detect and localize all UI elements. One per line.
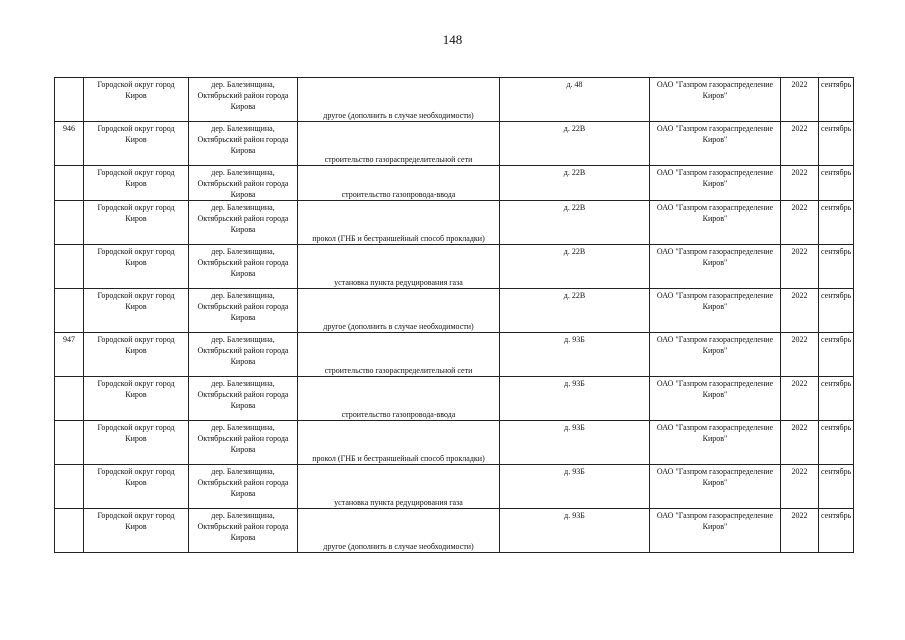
work-type-cell xyxy=(298,201,500,245)
organization-cell-text: ОАО "Газпром газораспределение Киров" xyxy=(656,168,774,188)
settlement-cell-text: дер. Балезинщина, Октябрьский район города Кирова xyxy=(197,168,289,199)
year-cell xyxy=(781,421,819,465)
month-cell xyxy=(819,245,854,289)
month-cell-text: сентябрь xyxy=(821,124,852,133)
month-cell-text: сентябрь xyxy=(821,467,852,476)
organization-cell xyxy=(650,245,781,289)
house-number-cell xyxy=(500,78,650,122)
settlement-cell-text: дер. Балезинщина, Октябрьский район города Кирова xyxy=(197,80,289,111)
month-cell xyxy=(819,333,854,377)
year-cell-text: 2022 xyxy=(791,379,808,388)
municipal-okrug-cell xyxy=(84,465,189,509)
house-number-cell xyxy=(500,377,650,421)
month-cell xyxy=(819,122,854,166)
settlement-cell-text: дер. Балезинщина, Октябрьский район города Кирова xyxy=(197,291,289,322)
municipal-okrug-cell-text: Городской округ город Киров xyxy=(97,511,175,531)
row-number xyxy=(55,333,84,377)
month-cell-text: сентябрь xyxy=(821,247,852,256)
house-number-cell-text: д. 22В xyxy=(563,247,586,256)
month-cell xyxy=(819,166,854,201)
year-cell-text: 2022 xyxy=(791,291,808,300)
settlement-cell xyxy=(189,166,298,201)
year-cell xyxy=(781,333,819,377)
municipal-okrug-cell-text: Городской округ город Киров xyxy=(97,423,175,443)
work-type-cell-text: строительство газораспределительной сети xyxy=(324,366,473,375)
month-cell xyxy=(819,377,854,421)
month-cell-text: сентябрь xyxy=(821,379,852,388)
organization-cell-text: ОАО "Газпром газораспределение Киров" xyxy=(656,203,774,223)
page-number: 148 xyxy=(442,32,463,47)
year-cell-text: 2022 xyxy=(791,80,808,89)
house-number-cell-text: д. 93Б xyxy=(564,335,585,344)
row-number-text: 946 xyxy=(63,124,75,133)
house-number-cell-text: д. 22В xyxy=(563,291,586,300)
house-number-cell xyxy=(500,289,650,333)
work-type-cell xyxy=(298,122,500,166)
table-row xyxy=(55,245,854,289)
register-table xyxy=(54,77,854,553)
table-row xyxy=(55,122,854,166)
work-type-cell-text: установка пункта редуцирования газа xyxy=(334,278,463,287)
month-cell-text: сентябрь xyxy=(821,335,852,344)
month-cell-text: сентябрь xyxy=(821,423,852,432)
municipal-okrug-cell xyxy=(84,289,189,333)
organization-cell-text: ОАО "Газпром газораспределение Киров" xyxy=(656,124,774,144)
work-type-cell-text: прокол (ГНБ и бестраншейный способ прокладки) xyxy=(312,234,485,243)
organization-cell xyxy=(650,122,781,166)
row-number xyxy=(55,201,84,245)
year-cell-text: 2022 xyxy=(791,511,808,520)
table-row xyxy=(55,421,854,465)
year-cell-text: 2022 xyxy=(791,124,808,133)
settlement-cell-text: дер. Балезинщина, Октябрьский район города Кирова xyxy=(197,467,289,498)
house-number-cell xyxy=(500,421,650,465)
organization-cell xyxy=(650,377,781,421)
municipal-okrug-cell xyxy=(84,245,189,289)
table-row xyxy=(55,465,854,509)
municipal-okrug-cell-text: Городской округ город Киров xyxy=(97,124,175,144)
work-type-cell-text: установка пункта редуцирования газа xyxy=(334,498,463,507)
organization-cell xyxy=(650,509,781,553)
settlement-cell xyxy=(189,333,298,377)
work-type-cell xyxy=(298,509,500,553)
municipal-okrug-cell xyxy=(84,166,189,201)
municipal-okrug-cell-text: Городской округ город Киров xyxy=(97,80,175,100)
month-cell xyxy=(819,421,854,465)
row-number xyxy=(55,421,84,465)
row-number xyxy=(55,245,84,289)
work-type-cell xyxy=(298,421,500,465)
municipal-okrug-cell-text: Городской округ город Киров xyxy=(97,467,175,487)
month-cell-text: сентябрь xyxy=(821,291,852,300)
table-row xyxy=(55,377,854,421)
work-type-cell xyxy=(298,166,500,201)
year-cell-text: 2022 xyxy=(791,168,808,177)
year-cell-text: 2022 xyxy=(791,335,808,344)
row-number xyxy=(55,377,84,421)
work-type-cell xyxy=(298,465,500,509)
organization-cell xyxy=(650,421,781,465)
month-cell xyxy=(819,289,854,333)
settlement-cell xyxy=(189,78,298,122)
year-cell xyxy=(781,245,819,289)
year-cell xyxy=(781,509,819,553)
year-cell xyxy=(781,122,819,166)
house-number-cell xyxy=(500,201,650,245)
work-type-cell xyxy=(298,289,500,333)
settlement-cell xyxy=(189,377,298,421)
table-row xyxy=(55,78,854,122)
row-number xyxy=(55,166,84,201)
settlement-cell xyxy=(189,289,298,333)
settlement-cell xyxy=(189,245,298,289)
house-number-cell xyxy=(500,509,650,553)
table-row xyxy=(55,166,854,201)
organization-cell xyxy=(650,289,781,333)
month-cell xyxy=(819,78,854,122)
organization-cell-text: ОАО "Газпром газораспределение Киров" xyxy=(656,511,774,531)
table-row xyxy=(55,509,854,553)
work-type-cell-text: строительство газораспределительной сети xyxy=(324,155,473,164)
settlement-cell-text: дер. Балезинщина, Октябрьский район города Кирова xyxy=(197,335,289,366)
settlement-cell xyxy=(189,509,298,553)
house-number-cell xyxy=(500,333,650,377)
municipal-okrug-cell-text: Городской округ город Киров xyxy=(97,335,175,355)
register-body xyxy=(55,78,854,553)
settlement-cell xyxy=(189,421,298,465)
work-type-cell xyxy=(298,245,500,289)
month-cell-text: сентябрь xyxy=(821,511,852,520)
organization-cell xyxy=(650,465,781,509)
month-cell-text: сентябрь xyxy=(821,80,852,89)
settlement-cell-text: дер. Балезинщина, Октябрьский район города Кирова xyxy=(197,247,289,278)
month-cell xyxy=(819,509,854,553)
settlement-cell-text: дер. Балезинщина, Октябрьский район города Кирова xyxy=(197,423,289,454)
organization-cell xyxy=(650,333,781,377)
year-cell xyxy=(781,377,819,421)
settlement-cell xyxy=(189,201,298,245)
year-cell-text: 2022 xyxy=(791,247,808,256)
municipal-okrug-cell xyxy=(84,421,189,465)
work-type-cell xyxy=(298,78,500,122)
year-cell xyxy=(781,289,819,333)
municipal-okrug-cell-text: Городской округ город Киров xyxy=(97,291,175,311)
municipal-okrug-cell xyxy=(84,78,189,122)
municipal-okrug-cell-text: Городской округ город Киров xyxy=(97,247,175,267)
row-number xyxy=(55,78,84,122)
house-number-cell xyxy=(500,465,650,509)
year-cell xyxy=(781,78,819,122)
month-cell xyxy=(819,465,854,509)
settlement-cell-text: дер. Балезинщина, Октябрьский район города Кирова xyxy=(197,511,289,542)
work-type-cell xyxy=(298,333,500,377)
municipal-okrug-cell-text: Городской округ город Киров xyxy=(97,203,175,223)
settlement-cell-text: дер. Балезинщина, Октябрьский район города Кирова xyxy=(197,124,289,155)
month-cell-text: сентябрь xyxy=(821,168,852,177)
table-row xyxy=(55,201,854,245)
row-number xyxy=(55,509,84,553)
organization-cell-text: ОАО "Газпром газораспределение Киров" xyxy=(656,379,774,399)
organization-cell-text: ОАО "Газпром газораспределение Киров" xyxy=(656,467,774,487)
work-type-cell-text: другое (дополнить в случае необходимости) xyxy=(323,322,474,331)
month-cell-text: сентябрь xyxy=(821,203,852,212)
row-number xyxy=(55,465,84,509)
municipal-okrug-cell-text: Городской округ город Киров xyxy=(97,379,175,399)
year-cell-text: 2022 xyxy=(791,423,808,432)
month-cell xyxy=(819,201,854,245)
municipal-okrug-cell xyxy=(84,201,189,245)
work-type-cell xyxy=(298,377,500,421)
house-number-cell-text: д. 22В xyxy=(563,168,586,177)
municipal-okrug-cell xyxy=(84,333,189,377)
organization-cell-text: ОАО "Газпром газораспределение Киров" xyxy=(656,247,774,267)
municipal-okrug-cell-text: Городской округ город Киров xyxy=(97,168,175,188)
organization-cell-text: ОАО "Газпром газораспределение Киров" xyxy=(656,291,774,311)
year-cell xyxy=(781,465,819,509)
work-type-cell-text: строительство газопровода-ввода xyxy=(341,190,456,199)
settlement-cell xyxy=(189,122,298,166)
settlement-cell-text: дер. Балезинщина, Октябрьский район города Кирова xyxy=(197,203,289,234)
house-number-cell xyxy=(500,245,650,289)
organization-cell xyxy=(650,166,781,201)
row-number-text: 947 xyxy=(63,335,75,344)
settlement-cell xyxy=(189,465,298,509)
organization-cell-text: ОАО "Газпром газораспределение Киров" xyxy=(656,423,774,443)
row-number xyxy=(55,122,84,166)
work-type-cell-text: прокол (ГНБ и бестраншейный способ прокладки) xyxy=(312,454,485,463)
table-row xyxy=(55,289,854,333)
organization-cell xyxy=(650,78,781,122)
year-cell xyxy=(781,201,819,245)
house-number-cell-text: д. 93Б xyxy=(564,467,585,476)
table-row xyxy=(55,333,854,377)
municipal-okrug-cell xyxy=(84,122,189,166)
work-type-cell-text: другое (дополнить в случае необходимости) xyxy=(323,111,474,120)
house-number-cell-text: д. 22В xyxy=(563,124,586,133)
municipal-okrug-cell xyxy=(84,377,189,421)
year-cell-text: 2022 xyxy=(791,467,808,476)
house-number-cell xyxy=(500,122,650,166)
work-type-cell-text: другое (дополнить в случае необходимости) xyxy=(323,542,474,551)
row-number xyxy=(55,289,84,333)
house-number-cell xyxy=(500,166,650,201)
house-number-cell-text: д. 48 xyxy=(566,80,583,89)
house-number-cell-text: д. 93Б xyxy=(564,511,585,520)
house-number-cell-text: д. 22В xyxy=(563,203,586,212)
municipal-okrug-cell xyxy=(84,509,189,553)
year-cell xyxy=(781,166,819,201)
settlement-cell-text: дер. Балезинщина, Октябрьский район города Кирова xyxy=(197,379,289,410)
year-cell-text: 2022 xyxy=(791,203,808,212)
organization-cell xyxy=(650,201,781,245)
organization-cell-text: ОАО "Газпром газораспределение Киров" xyxy=(656,335,774,355)
work-type-cell-text: строительство газопровода-ввода xyxy=(341,410,456,419)
organization-cell-text: ОАО "Газпром газораспределение Киров" xyxy=(656,80,774,100)
house-number-cell-text: д. 93Б xyxy=(564,379,585,388)
house-number-cell-text: д. 93Б xyxy=(564,423,585,432)
